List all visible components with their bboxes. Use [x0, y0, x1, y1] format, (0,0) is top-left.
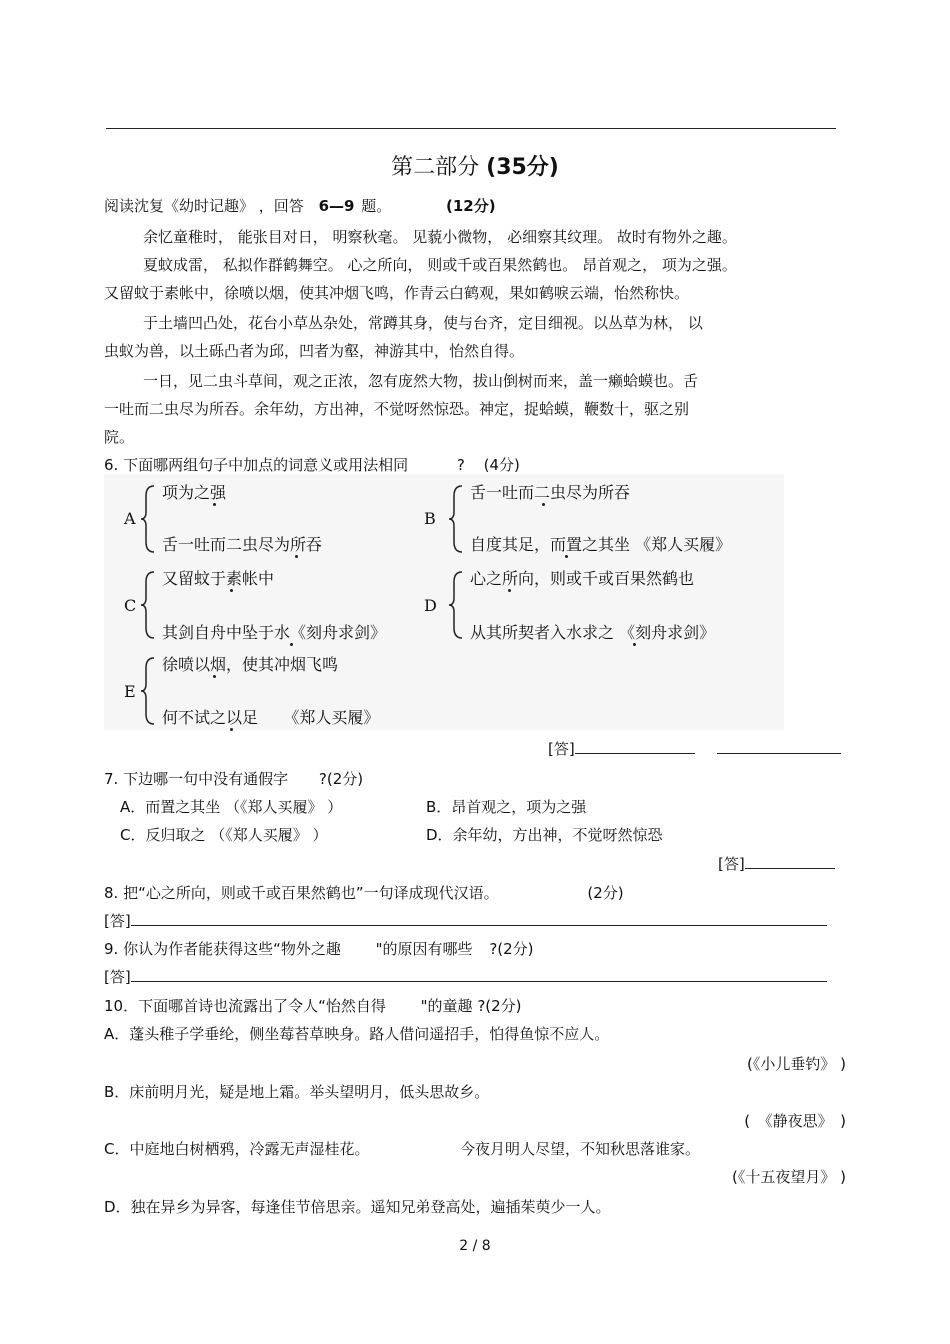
- passage-line-3: 又留蚊于素帐中，徐喷以烟，使其冲烟飞鸣，作青云白鹤观，果如鹤唳云端，怡然称快。: [104, 284, 690, 302]
- q8-score: (2分): [587, 884, 624, 902]
- q7-option-b: B．昂首观之，项为之强: [426, 798, 587, 816]
- page-number: 2 / 8: [459, 1238, 491, 1254]
- q9-stem: [104, 938, 534, 959]
- q10-option-d: D．独在异乡为异客，每逢佳节倍思亲。遥知兄弟登高处，遍插茱萸少一人。: [104, 1198, 611, 1216]
- q6-option-c-bottom: 其剑自舟中坠于水《刻舟求剑》: [162, 623, 387, 642]
- q6-score: (4分): [483, 456, 520, 474]
- q7-option-a: A．而置之其坐 （《郑人买履》 ）: [120, 798, 343, 816]
- q10-stem-suffix: "的童趣 ?(2分): [420, 997, 522, 1015]
- passage-line-8: 院。: [104, 428, 135, 446]
- q6-option-b-bottom: 自度其足，而置之其坐 《郑人买履》: [470, 535, 732, 554]
- q10-option-c: C．中庭地白树栖鸦，冷露无声湿桂花。: [104, 1140, 370, 1158]
- q6-answer-label: [答]: [548, 740, 575, 758]
- intro-range: 6—9: [318, 197, 355, 215]
- q6-option-c-letter: C: [124, 596, 137, 615]
- intro-text: 阅读沈复《幼时记趣》 ，回答: [104, 197, 304, 215]
- q6-option-b-top: 舌一吐而二虫尽为所吞: [470, 483, 631, 502]
- q8-stem-text: 8. 把“心之所向，则或千或百果然鹤也”一句译成现代汉语。: [104, 884, 499, 902]
- q6-option-c-top: 又留蚊于素帐中: [162, 569, 275, 588]
- passage-line-4: 于土墙凹凸处，花台小草丛杂处，常蹲其身，使与台齐，定目细视。以丛草为林， 以: [143, 314, 703, 332]
- q6-option-d-letter: D: [424, 596, 437, 615]
- q8-answer-blank[interactable]: [131, 924, 827, 926]
- q9-stem-prefix: 9. 你认为作者能获得这些“物外之趣: [104, 940, 341, 958]
- q6-option-b-letter: B: [424, 509, 436, 528]
- intro-score: (12分): [446, 197, 496, 215]
- intro-suffix: 题。: [361, 197, 392, 215]
- q6-answer-blank-1[interactable]: [575, 752, 695, 754]
- emphasis-dot: [565, 555, 568, 558]
- emphasis-dot: [290, 643, 293, 646]
- q7-answer-line: [718, 853, 835, 874]
- emphasis-dot: [295, 555, 298, 558]
- q6-answer-blank-2[interactable]: [717, 752, 841, 754]
- q7-option-c: C．反归取之 （《郑人买履》 ）: [120, 826, 328, 844]
- emphasis-dot: [230, 728, 233, 731]
- q6-option-d-bottom: 从其所契者入水求之 《刻舟求剑》: [470, 623, 716, 642]
- passage-line-7: 一吐而二虫尽为所吞。余年幼，方出神，不觉呀然惊恐。神定，捉蛤蟆，鞭数十，驱之别: [104, 400, 690, 418]
- q8-answer-line: [104, 910, 827, 931]
- q7-stem: [104, 768, 363, 789]
- q10-option-c-source: (《十五夜望月》 ): [732, 1168, 846, 1186]
- q6-option-a-top: 项为之强: [162, 483, 227, 502]
- q10-stem-prefix: 10．下面哪首诗也流露出了令人“怡然自得: [104, 997, 386, 1015]
- q10-option-a: A．蓬头稚子学垂纶，侧坐莓苔草映身。路人借问遥招手，怕得鱼惊不应人。: [104, 1025, 610, 1043]
- passage-line-6: 一日，见二虫斗草间，观之正浓，忽有庞然大物，拔山倒树而来，盖一癞蛤蟆也。舌: [143, 372, 699, 390]
- q7-answer-blank[interactable]: [745, 867, 835, 869]
- q6-stem-text: 6. 下面哪两组句子中加点的词意义或用法相同: [104, 456, 409, 474]
- q10-stem: [104, 995, 522, 1016]
- q6-stem: [104, 454, 520, 475]
- brace-e: [140, 656, 156, 726]
- q10-option-b: B．床前明月光，疑是地上霜。举头望明月，低头思故乡。: [104, 1083, 490, 1101]
- q6-mark: ?: [456, 456, 465, 474]
- emphasis-dot: [542, 503, 545, 506]
- emphasis-dot: [508, 589, 511, 592]
- q7-option-d: D．余年幼，方出神，不觉呀然惊恐: [426, 826, 663, 844]
- q9-answer-line: [104, 966, 827, 987]
- passage-line-5: 虫蚁为兽，以土砾凸者为邱，凹者为壑，神游其中，怡然自得。: [104, 342, 525, 360]
- passage-line-2: 夏蚊成雷， 私拟作群鹤舞空。 心之所向， 则或千或百果然鹤也。 昂首观之， 项为之强。: [143, 256, 737, 274]
- brace-b: [448, 484, 464, 554]
- q9-stem-suffix: "的原因有哪些: [375, 940, 473, 958]
- q7-stem-text: 7. 下边哪一句中没有通假字: [104, 770, 289, 788]
- emphasis-dot: [213, 503, 216, 506]
- section-score: (35分): [486, 155, 559, 180]
- section-title: [0, 150, 950, 181]
- top-rule: [106, 128, 836, 129]
- q9-answer-blank[interactable]: [131, 980, 827, 982]
- brace-a: [140, 484, 156, 554]
- q6-option-e-top: 徐喷以烟，使其冲烟飞鸣: [162, 655, 339, 674]
- q10-option-a-source: (《小儿垂钓》 ): [747, 1055, 846, 1073]
- emphasis-dot: [633, 643, 636, 646]
- q10-option-c-second: 今夜月明人尽望，不知秋思落谁家。: [460, 1140, 701, 1158]
- q9-score: ?(2分): [489, 940, 534, 958]
- q9-answer-label: [答]: [104, 968, 131, 986]
- q6-answer-line: [548, 738, 841, 759]
- q7-answer-label: [答]: [718, 855, 745, 873]
- emphasis-dot: [213, 675, 216, 678]
- q7-score: ?(2分): [318, 770, 364, 788]
- q8-answer-label: [答]: [104, 912, 131, 930]
- q6-option-a-letter: A: [124, 509, 136, 528]
- q6-option-e-letter: E: [124, 682, 136, 701]
- q8-stem: [104, 882, 624, 903]
- q6-options-figure: [104, 474, 784, 730]
- passage-line-1: 余忆童稚时， 能张目对日， 明察秋毫。 见藐小微物， 必细察其纹理。 故时有物外之趣。: [143, 228, 737, 246]
- brace-c: [140, 570, 156, 640]
- q10-option-b-source: ( 《静夜思》 ): [744, 1112, 846, 1130]
- brace-d: [448, 570, 464, 640]
- emphasis-dot: [230, 589, 233, 592]
- q6-option-d-top: 心之所向，则或千或百果然鹤也: [470, 569, 695, 588]
- q6-option-e-bottom: 何不试之以足 《郑人买履》: [162, 708, 380, 727]
- intro-line: [104, 195, 496, 216]
- q6-option-a-bottom: 舌一吐而二虫尽为所吞: [162, 535, 323, 554]
- section-title-text: 第二部分: [391, 155, 480, 180]
